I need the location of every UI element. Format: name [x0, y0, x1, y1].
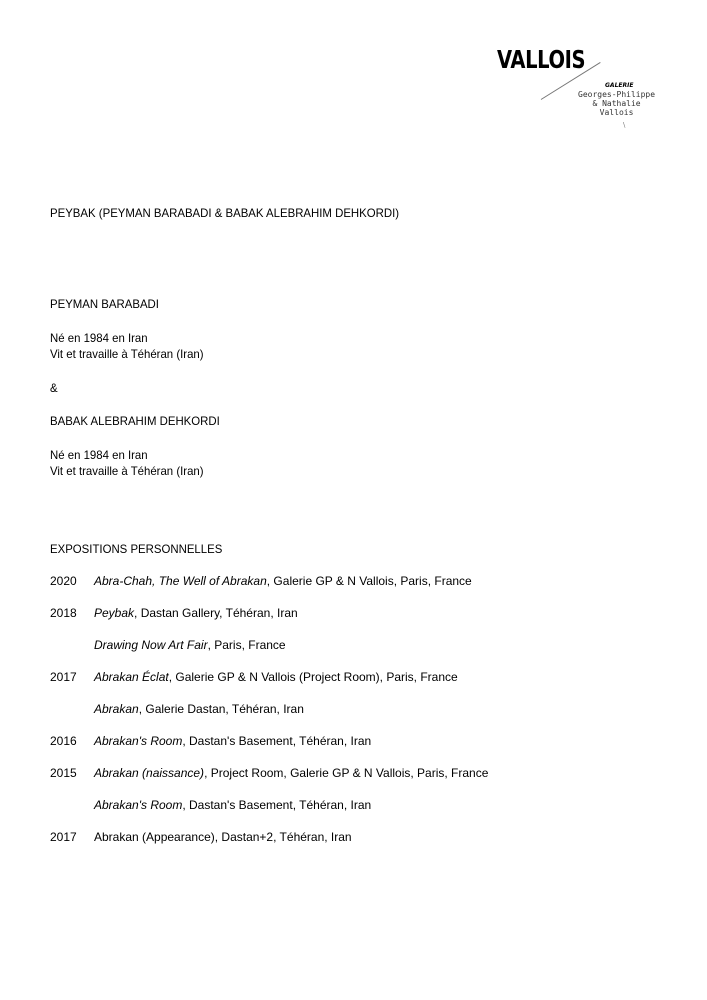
exhibition-row: [50, 765, 488, 781]
exhibition-title: Abrakan Éclat: [94, 670, 169, 684]
exhibition-title: Abrakan's Room: [94, 798, 183, 812]
logo-tick-mark: \: [623, 121, 626, 129]
exhibition-title: Drawing Now Art Fair: [94, 638, 208, 652]
exhibition-year: 2017: [50, 670, 77, 684]
exhibition-row: [50, 669, 458, 685]
artist-1-name: PEYMAN BARABADI: [50, 297, 159, 311]
exhibition-details: , Project Room, Galerie GP & N Vallois, Paris, France: [204, 766, 489, 780]
exhibition-title: Abra-Chah, The Well of Abrakan: [94, 574, 267, 588]
exhibition-year: 2015: [50, 766, 77, 780]
exhibition-year: 2018: [50, 606, 77, 620]
artist-1-born: Né en 1984 en Iran: [50, 331, 148, 345]
artist-2-lives: Vit et travaille à Téhéran (Iran): [50, 464, 204, 478]
exhibition-row: [50, 733, 371, 749]
exhibition-row: [50, 605, 298, 621]
artist-1-lives: Vit et travaille à Téhéran (Iran): [50, 347, 204, 361]
exhibition-year: 2017: [50, 830, 77, 844]
exhibition-row: [94, 797, 371, 813]
exhibition-year: 2020: [50, 574, 77, 588]
logo-gallery-names: [578, 90, 655, 117]
exhibition-row: [94, 701, 304, 717]
exhibition-title: Abrakan: [94, 702, 139, 716]
exhibition-details: , Dastan Gallery, Téhéran, Iran: [134, 606, 298, 620]
exhibition-row: [94, 637, 286, 653]
logo-line-2: & Nathalie: [592, 99, 641, 108]
exhibition-title: Peybak: [94, 606, 135, 620]
exhibition-details: , Paris, France: [207, 638, 286, 652]
exhibition-title: Abrakan's Room: [94, 734, 183, 748]
exhibition-details: , Galerie GP & N Vallois, Paris, France: [266, 574, 472, 588]
document-title: PEYBAK (PEYMAN BARABADI & BABAK ALEBRAHIM DEHKORDI): [50, 206, 400, 220]
logo-galerie: GALERIE: [605, 82, 634, 89]
exhibition-details: , Galerie Dastan, Téhéran, Iran: [138, 702, 304, 716]
artist-2-name: BABAK ALEBRAHIM DEHKORDI: [50, 414, 220, 428]
artist-2-born: Né en 1984 en Iran: [50, 448, 148, 462]
exhibition-details: , Galerie GP & N Vallois (Project Room), Paris, France: [168, 670, 458, 684]
logo-line-1: Georges-Philippe: [578, 90, 656, 99]
exhibition-details: , Dastan's Basement, Téhéran, Iran: [182, 734, 372, 748]
exhibition-row: [50, 829, 352, 845]
ampersand: &: [50, 381, 58, 395]
logo-title: VALLOIS: [497, 45, 586, 74]
exhibition-row: [50, 573, 472, 589]
exhibition-title: Abrakan (naissance): [94, 766, 205, 780]
exhibition-details: , Dastan's Basement, Téhéran, Iran: [182, 798, 372, 812]
section-title-expositions: EXPOSITIONS PERSONNELLES: [50, 542, 223, 556]
exhibition-year: 2016: [50, 734, 77, 748]
logo-line-3: Vallois: [599, 108, 634, 117]
exhibition-details: Abrakan (Appearance), Dastan+2, Téhéran, Iran: [94, 830, 352, 844]
